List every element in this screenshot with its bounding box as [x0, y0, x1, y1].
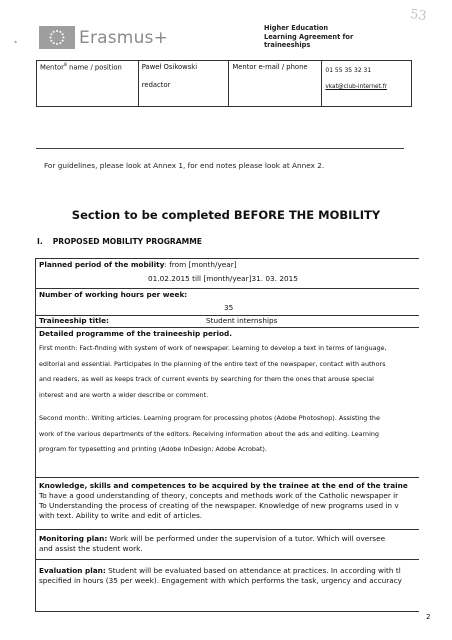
mobility-programme-form	[35, 258, 419, 612]
traineeship-title-label: Traineeship title:	[39, 316, 109, 325]
monitoring-plan-line2: and assist the student work.	[39, 544, 143, 553]
first-month-text	[36, 341, 417, 403]
eu-flag-logo	[39, 26, 75, 49]
handwritten-page-mark: 53	[409, 6, 428, 25]
planned-period-row	[36, 259, 419, 289]
evaluation-plan-text	[36, 560, 419, 587]
programme-text-line: editorial and essential. Participates in the planning of the entire text of the newspaper, contact with authors	[39, 359, 386, 368]
evaluation-plan-rest: Student will be evaluated based on attendance at practices. In according with tl	[105, 566, 401, 575]
knowledge-skills-row	[36, 478, 419, 530]
monitoring-plan-text	[36, 530, 419, 555]
mentor-position: redactor	[141, 81, 171, 89]
programme-text-line: and readers, as well as keeps track of current events by searching for them the ones that arouse special	[39, 375, 374, 383]
guidelines-note: For guidelines, please look at Annex 1, for end notes please look at Annex 2.	[44, 161, 325, 170]
erasmus-logo-text: Erasmus+	[79, 28, 169, 48]
mentor-name-cell	[138, 61, 229, 107]
evaluation-plan-line2: specified in hours (35 per week). Engagement with which performs the task, urgency and accuracy	[39, 576, 403, 585]
programme-heading-text: PROPOSED MOBILITY PROGRAMME	[52, 237, 202, 246]
detailed-programme-row	[36, 328, 419, 478]
planned-period-label-rest: : from [month/year]	[164, 260, 237, 269]
knowledge-skills-label: Knowledge, skills and competences to be acquired by the trainee at the end of the traine	[39, 481, 408, 490]
corner-mark: *	[14, 40, 17, 47]
working-hours-row	[36, 289, 419, 316]
monitoring-plan-label: Monitoring plan:	[39, 534, 108, 543]
working-hours-label: Number of working hours per week:	[39, 290, 188, 299]
mentor-name: Paweł Osikowski	[141, 63, 198, 71]
section-title: Section to be completed BEFORE THE MOBILITY	[71, 208, 381, 222]
programme-text-line: Second month:. Writing articles. Learning program for processing photos (Adobe Photoshop). Assisting the	[39, 414, 380, 422]
detailed-programme-label: Detailed programme of the traineeship period.	[39, 329, 232, 338]
knowledge-skills-text	[36, 491, 419, 522]
mentor-label-rest: name / position	[66, 63, 122, 72]
header-title-line: Higher Education	[264, 24, 329, 32]
working-hours-value: 35	[224, 303, 234, 312]
header-title-line: Learning Agreement for	[264, 32, 354, 41]
mentor-table	[36, 60, 412, 107]
traineeship-title-value: Student internships	[206, 316, 278, 325]
mentor-label: Mentor	[40, 63, 64, 72]
programme-numeral: I.	[37, 237, 43, 246]
programme-text-line: interest and are worth a wider describe or comment.	[39, 390, 209, 399]
knowledge-text-line: with text. Ability to write and edit of articles.	[39, 511, 203, 520]
mentor-phone: 01 55 35 32 31	[325, 67, 372, 74]
eu-stars-icon	[39, 26, 75, 49]
programme-text-line: work of the various departments of the editors. Receiving information about the ads and editing. Learning	[39, 429, 379, 438]
mentor-contact-label: Mentor e-mail / phone	[229, 61, 322, 107]
evaluation-plan-row	[36, 560, 419, 611]
document-header-title	[264, 24, 353, 50]
mentor-contact-cell	[322, 61, 412, 107]
second-month-text	[36, 411, 417, 458]
page-number: 2	[426, 613, 431, 621]
mentor-email: vkat@club-internet.fr	[325, 84, 388, 90]
planned-period-value: 01.02.2015 till [month/year]31. 03. 2015	[148, 274, 298, 283]
programme-heading	[37, 237, 212, 246]
mentor-label-cell	[37, 61, 139, 107]
mentor-endnote-ref: 8	[63, 63, 67, 68]
traineeship-title-row	[36, 316, 419, 328]
planned-period-label: Planned period of the mobility	[39, 260, 165, 269]
knowledge-text-line: To have a good understanding of theory, concepts and methods work of the Catholic newspaper ir	[39, 491, 399, 500]
divider-line	[36, 148, 404, 149]
programme-text-line: program for typesetting and printing (Adobe InDesign; Adobe Acrobat).	[39, 445, 267, 453]
evaluation-plan-label: Evaluation plan:	[39, 566, 106, 575]
monitoring-plan-row	[36, 530, 419, 560]
knowledge-text-line: To Understanding the process of creating of the newspaper. Knowledge of new programs used in v	[39, 501, 399, 510]
header-title-line: traineeships	[264, 41, 311, 50]
programme-text-line: First month: Fact-finding with system of work of newspaper. Learning to develop a text in terms of language,	[39, 344, 387, 352]
planned-period-label-line	[36, 259, 419, 270]
monitoring-plan-rest: Work will be performed under the supervision of a tutor. Which will oversee	[107, 534, 386, 543]
